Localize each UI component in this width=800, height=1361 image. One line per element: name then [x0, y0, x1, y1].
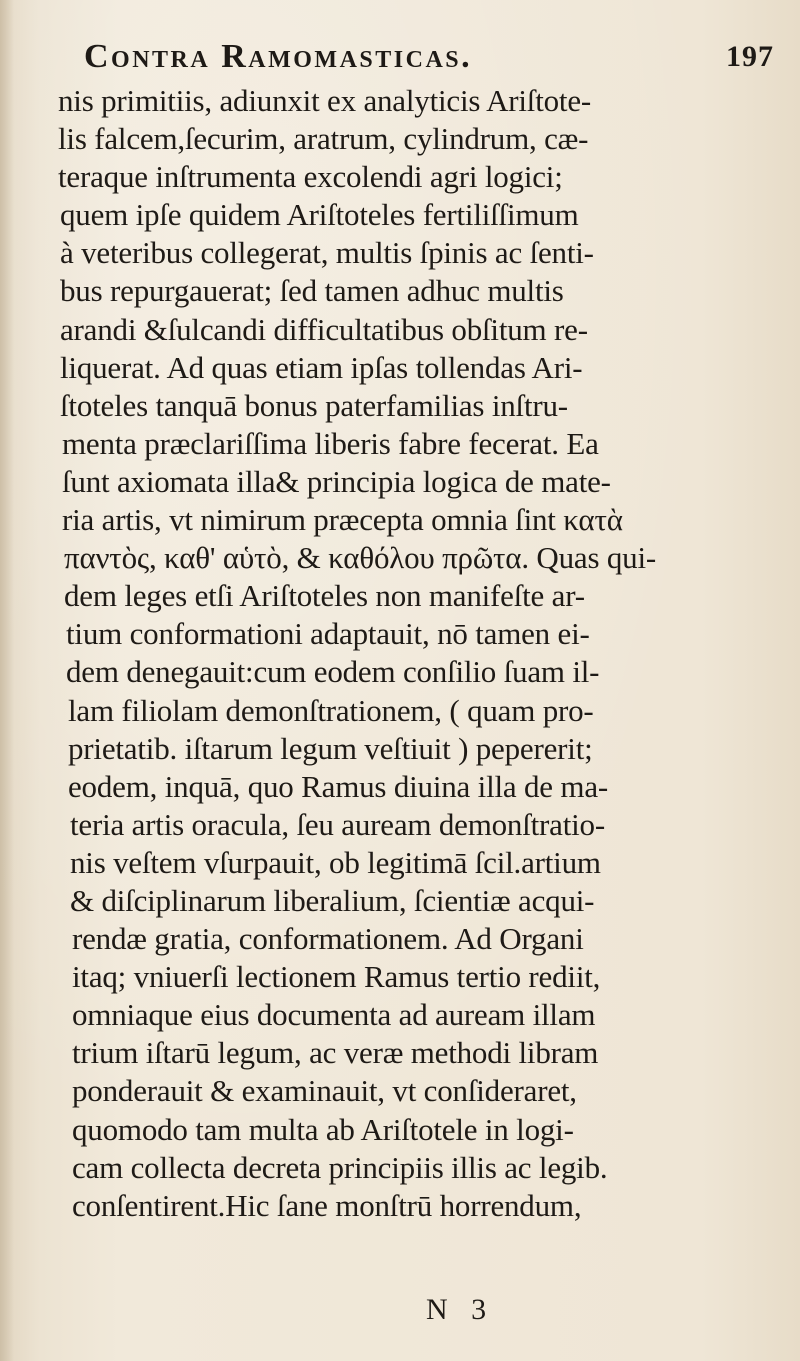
text-line: omniaque eius documenta ad auream illam: [72, 997, 596, 1033]
text-line: ſunt axiomata illa& principia logica de mate-: [62, 463, 611, 499]
text-line: ria artis, vt nimirum præcepta omnia ſint κατὰ: [62, 502, 623, 538]
text-line: teraque inſtrumenta excolendi agri logici;: [58, 159, 563, 195]
text-line: nis veſtem vſurpauit, ob legitimā ſcil.artium: [70, 844, 601, 880]
text-line: dem leges etſi Ariſtoteles non manifeſte ar-: [64, 578, 585, 614]
page-gutter-shadow: [0, 0, 14, 1361]
text-line: lam filiolam demonſtrationem, ( quam pro-: [68, 692, 594, 728]
text-line: ſtoteles tanquā bonus paterfamilias inſtru-: [60, 387, 568, 423]
text-line: bus repurgauerat; ſed tamen adhuc multis: [60, 273, 564, 309]
text-line: arandi &ſulcandi difficultatibus obſitum re-: [60, 311, 588, 347]
text-line: à veteribus collegerat, multis ſpinis ac ſenti-: [60, 235, 594, 271]
text-line: cam collecta decreta principiis illis ac legib.: [72, 1149, 608, 1185]
text-line: tium conformationi adaptauit, nō tamen ei-: [66, 616, 590, 652]
running-head: Contra Ramomasticas.: [84, 38, 473, 75]
text-line: eodem, inquā, quo Ramus diuina illa de ma-: [68, 768, 609, 804]
text-line: conſentirent.Hic ſane monſtrū horrendum,: [72, 1187, 582, 1223]
text-line: lis falcem,ſecurim, aratrum, cylindrum, cæ-: [58, 121, 589, 157]
text-line: dem denegauit:cum eodem conſilio ſuam il-: [66, 654, 600, 690]
text-line: teria artis oracula, ſeu auream demonſtratio-: [70, 806, 605, 842]
text-line: quomodo tam multa ab Ariſtotele in logi-: [72, 1111, 574, 1147]
text-line: & diſciplinarum liberalium, ſcientiæ acqui-: [70, 882, 595, 918]
text-line: liquerat. Ad quas etiam ipſas tollendas Ari-: [60, 349, 583, 385]
text-line: itaq; vniuerſi lectionem Ramus tertio rediit,: [72, 959, 601, 995]
page-number: 197: [726, 40, 774, 73]
text-line: παντὸς, καθ' αὑτὸ, & καθόλου πρῶτα. Quas qui-: [64, 540, 657, 576]
text-line: prietatib. iſtarum legum veſtiuit ) pepererit;: [68, 730, 593, 766]
text-line: menta præclariſſima liberis fabre fecerat. Ea: [62, 425, 599, 461]
text-line: ponderauit & examinauit, vt conſideraret,: [72, 1073, 577, 1109]
text-line: rendæ gratia, conformationem. Ad Organi: [72, 921, 584, 957]
text-line: nis primitiis, adiunxit ex analyticis Ariſtote-: [58, 83, 592, 118]
text-line: trium iſtarū legum, ac veræ methodi libram: [72, 1035, 599, 1071]
body-text: [56, 82, 780, 1225]
text-line: quem ipſe quidem Ariſtoteles fertiliſſimum: [60, 197, 579, 233]
page-header: [84, 38, 774, 78]
catchword-signature: N 3: [426, 1293, 495, 1326]
